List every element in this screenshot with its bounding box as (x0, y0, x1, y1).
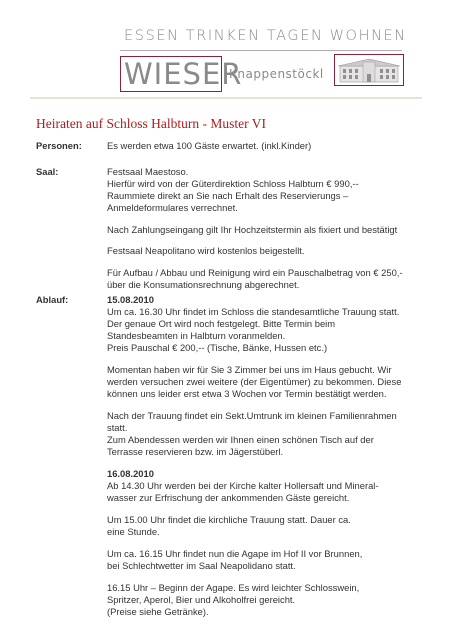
personen-label: Personen: (36, 140, 82, 151)
ablauf-line: bei Schlechtwetter im Saal Neapolidano statt. (107, 560, 296, 571)
ablauf-line: Ab 14.30 Uhr werden bei der Kirche kalter Hollersaft und Mineral- (107, 480, 379, 491)
ablauf-line: werden versuchen zwei weitere (der Eigentümer) zu bekommen. Diese (107, 376, 402, 387)
castle-icon (334, 54, 404, 86)
ablauf-line: eine Stunde. (107, 526, 160, 537)
ablauf-line: (Preise siehe Getränke). (107, 606, 209, 617)
saal-line: Anmeldeformulares verrechnet. (107, 202, 238, 213)
logo-subtitle: Knappenstöckl (229, 67, 324, 81)
ablauf-date: 16.08.2010 (107, 468, 154, 479)
saal-line: Hierfür wird von der Güterdirektion Schloss Halbturn € 990,-- (107, 178, 359, 189)
ablauf-line: Um ca. 16.15 Uhr findet nun die Agape im Hof II vor Brunnen, (107, 548, 363, 559)
ablauf-line: Momentan haben wir für Sie 3 Zimmer bei uns im Haus gebucht. Wir (107, 364, 392, 375)
document-title: Heiraten auf Schloss Halbturn - Muster VI (36, 116, 266, 131)
ablauf-line: können uns leider erst etwa 3 Wochen vor Termin bestätigt werden. (107, 388, 387, 399)
saal-line: Festsaal Maestoso. (107, 166, 189, 177)
saal-line: Für Aufbau / Abbau und Reinigung wird ein Pauschalbetrag von € 250,- (107, 267, 403, 278)
ablauf-line: Um 15.00 Uhr findet die kirchliche Trauung statt. Dauer ca. (107, 514, 351, 525)
ablauf-line: Standesbeamten in Halbturn voranmelden. (107, 330, 286, 341)
saal-line: Raummiete direkt an Sie nach Erhalt des Reservierungs – (107, 190, 349, 201)
saal-line: Festsaal Neapolitano wird kostenlos beigestellt. (107, 245, 305, 256)
ablauf-line: 16.15 Uhr – Beginn der Agape. Es wird leichter Schlosswein, (107, 582, 360, 593)
ablauf-line: Preis Pauschal € 200,-- (Tische, Bänke, Hussen etc.) (107, 342, 328, 353)
ablauf-line: Spritzer, Aperol, Bier und Alkoholfrei gereicht. (107, 594, 296, 605)
saal-label: Saal: (36, 166, 59, 177)
logo-wordmark: WIESER (124, 57, 243, 91)
saal-line: über die Konsumationsrechnung abgerechnet. (107, 279, 300, 290)
ablauf-line: Der genaue Ort wird noch festgelegt. Bitte Termin beim (107, 318, 336, 329)
logo-divider (120, 50, 402, 51)
personen-text: Es werden etwa 100 Gäste erwartet. (inkl.Kinder) (107, 140, 312, 151)
ablauf-date: 15.08.2010 (107, 294, 154, 305)
header-tagline: ESSEN TRINKEN TAGEN WOHNEN (124, 28, 407, 44)
saal-line: Nach Zahlungseingang gilt Ihr Hochzeitstermin als fixiert und bestätigt (107, 224, 398, 235)
ablauf-line: wasser zur Erfrischung der ankommenden Gäste gereicht. (107, 492, 350, 503)
ablauf-line: statt. (107, 422, 128, 433)
ablauf-line: Zum Abendessen werden wir Ihnen einen schönen Tisch auf der (107, 434, 374, 445)
ablauf-line: Nach der Trauung findet ein Sekt.Umtrunk im kleinen Familienrahmen (107, 410, 397, 421)
ablauf-label: Ablauf: (36, 294, 69, 305)
ablauf-line: Terrasse reservieren bzw. im Jägerstüberl. (107, 446, 284, 457)
ablauf-line: Um ca. 16.30 Uhr findet im Schloss die standesamtliche Trauung statt. (107, 306, 400, 317)
header-divider (30, 97, 422, 99)
